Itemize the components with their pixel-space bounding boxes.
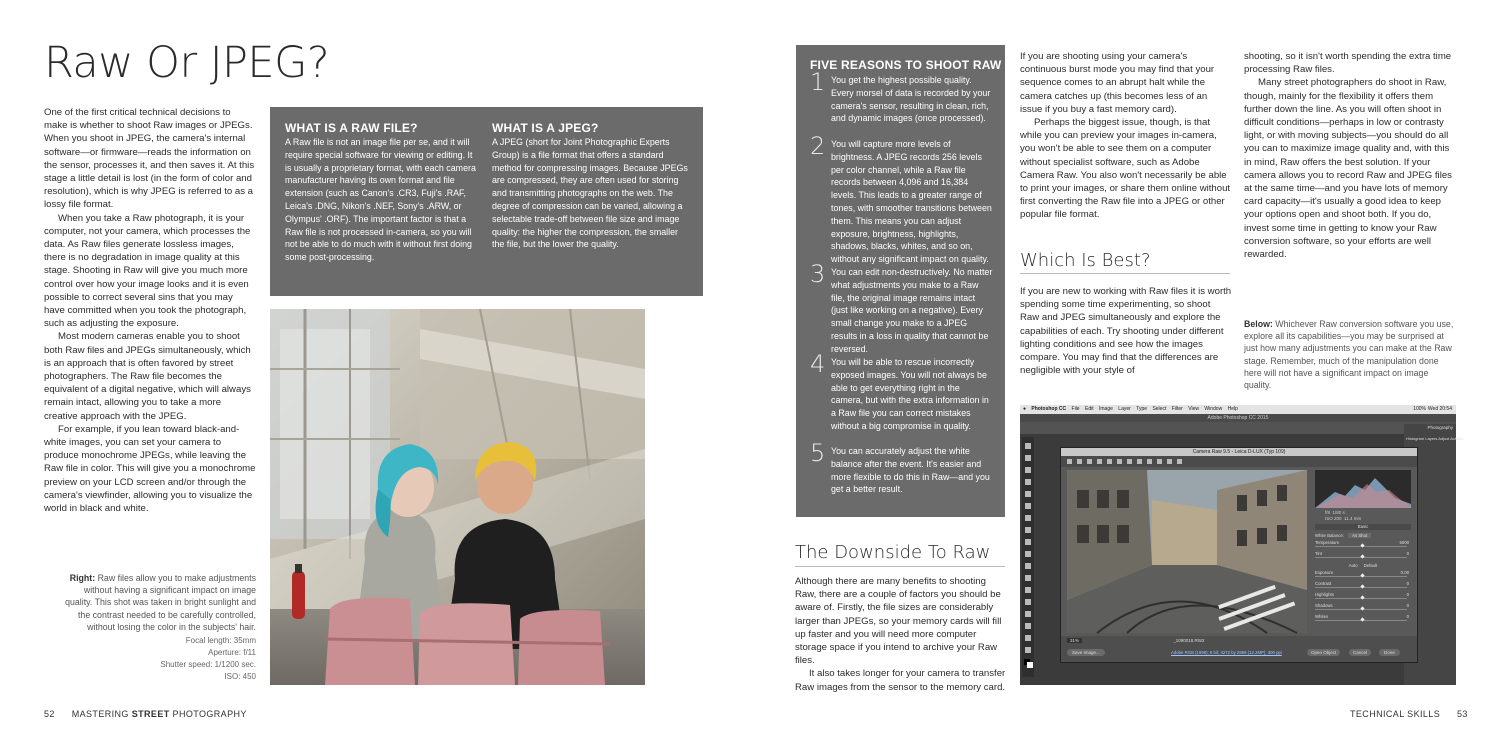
exif-focal: 11.4 mm (1344, 516, 1362, 521)
downside-body (795, 575, 1007, 694)
menu-item: View (1188, 406, 1199, 412)
street-scene-image (1067, 470, 1307, 633)
slider-handle[interactable] (1360, 543, 1364, 547)
dialog-bottom-bar (1061, 636, 1417, 662)
panel-tab-adjust[interactable]: Adjust (1438, 436, 1450, 441)
slider-label: Temperature (1315, 540, 1340, 545)
slider-value: 0 (1406, 614, 1409, 619)
which-is-best-heading: Which Is Best? (1020, 250, 1151, 271)
apple-icon: ● (1023, 406, 1027, 412)
exif-shutter: 1/80 s (1332, 510, 1345, 515)
camera-raw-dialog (1060, 447, 1418, 663)
photoshop-screenshot (1020, 405, 1464, 685)
heading-rule (1020, 273, 1230, 274)
raw-slider-row[interactable] (1315, 540, 1411, 549)
histogram (1315, 470, 1411, 508)
zoom-level[interactable]: 31% (1067, 638, 1082, 643)
menu-item: Filter (1171, 406, 1183, 412)
raw-slider-row[interactable] (1315, 570, 1411, 579)
tools-panel (1022, 437, 1034, 677)
basic-section-label: Basic (1315, 524, 1411, 530)
slider-value: 0.00 (1400, 570, 1409, 575)
body-paragraph: Many street photographers do shoot in Raw, though, mainly for the flexibility it offers them further down the line. As you will often shoot in difficult conditions—perhaps in low or contrasty light, or with moving subjects—you should do all you can to maximize image quality and, with this in mind, Raw offers the best solution. If your camera allows you to record Raw and JPEG files at the same time—and you have lots of memory card capacity—it's usually a good idea to keep your options open and shoot both. If you do, invest some time in getting to know your Raw conversion software, so your efforts are well rewarded. (1244, 77, 1452, 261)
battery-status: 100% (1413, 406, 1426, 412)
raw-slider-row[interactable] (1315, 581, 1411, 590)
slider-track[interactable] (1315, 576, 1407, 577)
street-photo (270, 309, 645, 685)
tool-icons (1022, 437, 1034, 677)
caption-text: Raw files allow you to make adjustments without having a significant impact on image quality. This shot was taken in bright sunlight and the contrast needed to be carefully controlled, without losing the color in the subjects' hair. (65, 573, 256, 632)
raw-slider-row[interactable] (1315, 551, 1411, 560)
menu-item: Type (1136, 406, 1148, 412)
basic-panel (1315, 524, 1411, 634)
raw-slider-row[interactable] (1315, 603, 1411, 612)
dialog-toolbar (1061, 456, 1417, 467)
screenshot-caption (1244, 318, 1456, 391)
white-balance-row (1315, 533, 1411, 538)
zoom-row (1067, 638, 1204, 643)
five-reasons-box (796, 45, 1005, 517)
workflow-options-link[interactable]: Adobe RGB (1998); 8 bit; 4272 by 2856 (12.2MP); 300 ppi (1171, 650, 1282, 655)
slider-label: Whites (1315, 614, 1329, 619)
menu-item: Window (1204, 406, 1223, 412)
reason-text: You will be able to rescue incorrectly exposed images. You will not always be able to get everything right in the camera, but with the extra information in a Raw file you can correct mistakes without a big compromise in quality. (831, 357, 989, 431)
slider-handle[interactable] (1360, 584, 1364, 588)
reason-text: You can edit non-destructively. No matter what adjustments you make to a Raw file, the original image remains intact (just like working on a negative). Every small change you make to a JPEG results in a loss in quality that cannot be reversed. (831, 267, 993, 354)
slider-value: 0 (1406, 551, 1409, 556)
caption-label: Below: (1244, 319, 1273, 329)
column3-body (1244, 50, 1456, 261)
menu-item: Select (1152, 406, 1167, 412)
raw-slider-list (1315, 540, 1411, 623)
auto-default-row (1315, 563, 1411, 568)
raw-slider-row[interactable] (1315, 592, 1411, 601)
file-name: _1090018.RW2 (1173, 638, 1205, 643)
body-paragraph: If you are new to working with Raw files it is worth spending some time experimenting, so shoot Raw and JPEG simultaneously and explore the capabilities of each. Try shooting under different lighting conditions and see how the images compare. You may find that the differences are negligible with your style of (1020, 286, 1232, 377)
caption-iso: ISO: 450 (224, 672, 256, 682)
slider-label: Tint (1315, 551, 1323, 556)
slider-track[interactable] (1315, 620, 1407, 621)
slider-label: Exposure (1315, 570, 1334, 575)
menu-item: Edit (1084, 406, 1094, 412)
default-link[interactable]: Default (1363, 563, 1378, 568)
app-title-bar (1020, 414, 1456, 422)
menu-item-app: Photoshop CC (1031, 406, 1067, 412)
body-paragraph: Although there are many benefits to shooting Raw, there are a couple of factors you should be aware of. Firstly, the file sizes are considerably larger than JPEGs, so your memory cards will fill up faster and you will need more computer storage space if you intend to archive your Raw files. (795, 576, 1002, 667)
reason-number: 2 (810, 132, 826, 160)
body-paragraph: shooting, so it isn't worth spending the extra time processing Raw files. (1244, 51, 1452, 76)
exif-iso: ISO 200 (1325, 516, 1342, 521)
menu-item: File (1071, 406, 1080, 412)
raw-jpeg-info-box (270, 107, 703, 296)
slider-track[interactable] (1315, 557, 1407, 558)
slider-handle[interactable] (1360, 554, 1364, 558)
histogram-graph (1315, 470, 1411, 508)
section-name: TECHNICAL SKILLS (1350, 709, 1441, 719)
caption-focal-length: Focal length: 35mm (185, 636, 256, 646)
reason-number: 5 (810, 439, 826, 467)
intro-body (44, 106, 256, 515)
dialog-title: Camera Raw 9.5 - Leica D-LUX (Typ 109) (1192, 449, 1286, 455)
reason-text: You will capture more levels of brightness. A JPEG records 256 levels per color channel, while a Raw file records between 4,096 and 16,384 levels. This leads to a greater range of tones, with smoother transitions between them. This means you can adjust exposure, brightness, highlights, shadows, blacks, whites, and so on, without any significant impact on quality. (831, 139, 992, 265)
menu-item: Layer (1118, 406, 1131, 412)
slider-handle[interactable] (1360, 595, 1364, 599)
column2-body (1020, 50, 1232, 222)
jpeg-text: A JPEG (short for Joint Photographic Experts Group) is a file format that offers a standard method for compressing images. Because JPEGs are compressed, they are often used for storing and transmitting photographs on the web. The degree of compression can be varied, allowing a selectable trade-off between file size and image quality: the higher the compression, the smaller the file, but the lower the quality. (492, 137, 688, 250)
slider-label: Highlights (1315, 592, 1334, 597)
slider-label: Shadows (1315, 603, 1333, 608)
page-number-right: 53 (1457, 709, 1468, 719)
right-footer (1350, 709, 1468, 719)
options-bar (1020, 422, 1456, 434)
slider-handle[interactable] (1360, 606, 1364, 610)
downside-heading: The Downside To Raw (795, 542, 991, 563)
open-object-button[interactable]: Open Object (1307, 649, 1340, 656)
reason-number: 4 (810, 350, 826, 378)
white-balance-select[interactable]: As Shot (1348, 533, 1371, 538)
reason-text: You can accurately adjust the white balance after the event. It's easier and more flexible to do this in Raw—and you get a better result. (831, 446, 990, 495)
slider-value: 0 (1406, 581, 1409, 586)
raw-image-preview (1067, 470, 1307, 633)
page-title: Raw Or JPEG? (44, 38, 330, 88)
exif-aperture: f/8 (1325, 510, 1331, 515)
left-footer (44, 709, 247, 719)
slider-track[interactable] (1315, 598, 1407, 599)
panel-tabs (1406, 436, 1464, 441)
street-photo-image (270, 309, 645, 685)
slider-track[interactable] (1315, 609, 1407, 610)
cancel-button[interactable]: Cancel (1349, 649, 1371, 656)
app-title: Adobe Photoshop CC 2015 (1207, 415, 1269, 421)
caption-text: Whichever Raw conversion software you use, explore all its capabilities—you may be surprised at just how many adjustments you can make at the Raw stage. Remember, much of the manipulation done here will not have a significant impact on image quality. (1244, 319, 1454, 391)
panel-tab-layers[interactable]: Layers (1425, 436, 1438, 441)
slider-value: 0 (1406, 592, 1409, 597)
five-reasons-heading: FIVE REASONS TO SHOOT RAW (810, 58, 1002, 72)
raw-file-text: A Raw file is not an image file per se, and it will require special software for viewing or editing. It is usually a proprietary format, with each camera manufacturer having its own format and file extension (such as Canon's .CR3, Fuji's .RAF, Leica's .DNG, Nikon's .NEF, Sony's .ARW, or Olympus' .ORF). The important factor is that a Raw file is not processed in-camera, so you will not be able to do much with it without first doing some post-processing. (285, 137, 476, 263)
save-image-button[interactable]: Save Image... (1067, 649, 1105, 656)
panel-tab-histogram[interactable]: Histogram (1406, 436, 1425, 441)
body-paragraph: It also takes longer for your camera to transfer Raw images from the sensor to the memory card. (795, 668, 1006, 693)
caption-aperture: Aperture: f/11 (208, 648, 256, 658)
white-balance-label: White Balance: (1315, 533, 1344, 538)
body-paragraph: Perhaps the biggest issue, though, is that while you can preview your images in-camera, you won't be able to see them on a computer without specialist software, such as Adobe Camera Raw. You also won't necessarily be able to print your images, or share them online without first converting the Raw file into a JPEG or other popular file format. (1020, 117, 1231, 221)
slider-handle[interactable] (1360, 573, 1364, 577)
clock: Wed 20:54 (1427, 406, 1452, 412)
panel-tab-actions[interactable]: Actions (1450, 436, 1464, 441)
slider-track[interactable] (1315, 546, 1407, 547)
reason-text: You get the highest possible quality. Every morsel of data is recorded by your camera's sensor, resulting in clean, rich, and dynamic images (once processed). (831, 75, 991, 124)
exif-readout (1325, 510, 1405, 522)
done-button[interactable]: Done (1379, 649, 1400, 656)
raw-file-heading: WHAT IS A RAW FILE? (285, 121, 418, 135)
book-title: MASTERING STREET PHOTOGRAPHY (71, 709, 247, 719)
caption-label: Right: (69, 573, 96, 583)
slider-label: Contrast (1315, 581, 1332, 586)
slider-track[interactable] (1315, 587, 1407, 588)
jpeg-heading: WHAT IS A JPEG? (492, 121, 599, 135)
heading-rule (795, 566, 1005, 567)
body-paragraph: When you take a Raw photograph, it is your computer, not your camera, which processes the data. As Raw files generate lossless images, there is no degradation in image quality at this stage. Shooting in Raw will give you much more control over how your image looks and it is even possible to correct several sins that you may have committed when you took the photograph, such as adjusting the exposure. (44, 212, 251, 330)
raw-slider-row[interactable] (1315, 614, 1411, 623)
which-is-best-body (1020, 285, 1232, 377)
slider-value: 5000 (1399, 540, 1409, 545)
body-paragraph: Most modern cameras enable you to shoot both Raw files and JPEGs simultaneously, which is an approach that is often favored by street photographers. The Raw file becomes the equivalent of a digital negative, which will always remain intact, allowing you to take a more creative approach with the JPEG. (44, 331, 251, 422)
body-paragraph: For example, if you lean toward black-and-white images, you can set your camera to produce monochrome JPEGs, while leaving the Raw file in color. This will give you a monochrome preview on your LCD screen and/or through the camera's viewfinder, allowing you to visualize the world in black and white. (44, 423, 256, 515)
dialog-title-bar (1061, 448, 1417, 456)
menu-item: Image (1099, 406, 1113, 412)
caption-shutter-speed: Shutter speed: 1/1200 sec. (160, 660, 256, 670)
slider-value: 0 (1406, 603, 1409, 608)
body-paragraph: One of the first critical technical decisions to make is whether to shoot Raw images or JPEGs. When you shoot in JPEG, the camera's internal software—or firmware—reads the information on the sensor, processes it, and then saves it. At this stage a little detail is lost (in the form of color and resolution), which is why JPEG is referred to as a lossy file format. (44, 107, 255, 211)
workspace-label: Photography (1427, 425, 1453, 430)
reason-number: 1 (810, 68, 826, 96)
page-number-left: 52 (44, 709, 55, 719)
menu-bar (1020, 405, 1456, 414)
photo-caption (56, 572, 256, 683)
slider-handle[interactable] (1360, 617, 1364, 621)
auto-link[interactable]: Auto (1348, 563, 1358, 568)
dialog-tool-icons (1061, 456, 1261, 467)
menu-item: Help (1227, 406, 1238, 412)
body-paragraph: If you are shooting using your camera's continuous burst mode you may find that your sequence comes to an abrupt halt while the camera catches up (this becomes less of an issue if you buy a fast memory card). (1020, 51, 1215, 115)
reason-number: 3 (810, 260, 826, 288)
